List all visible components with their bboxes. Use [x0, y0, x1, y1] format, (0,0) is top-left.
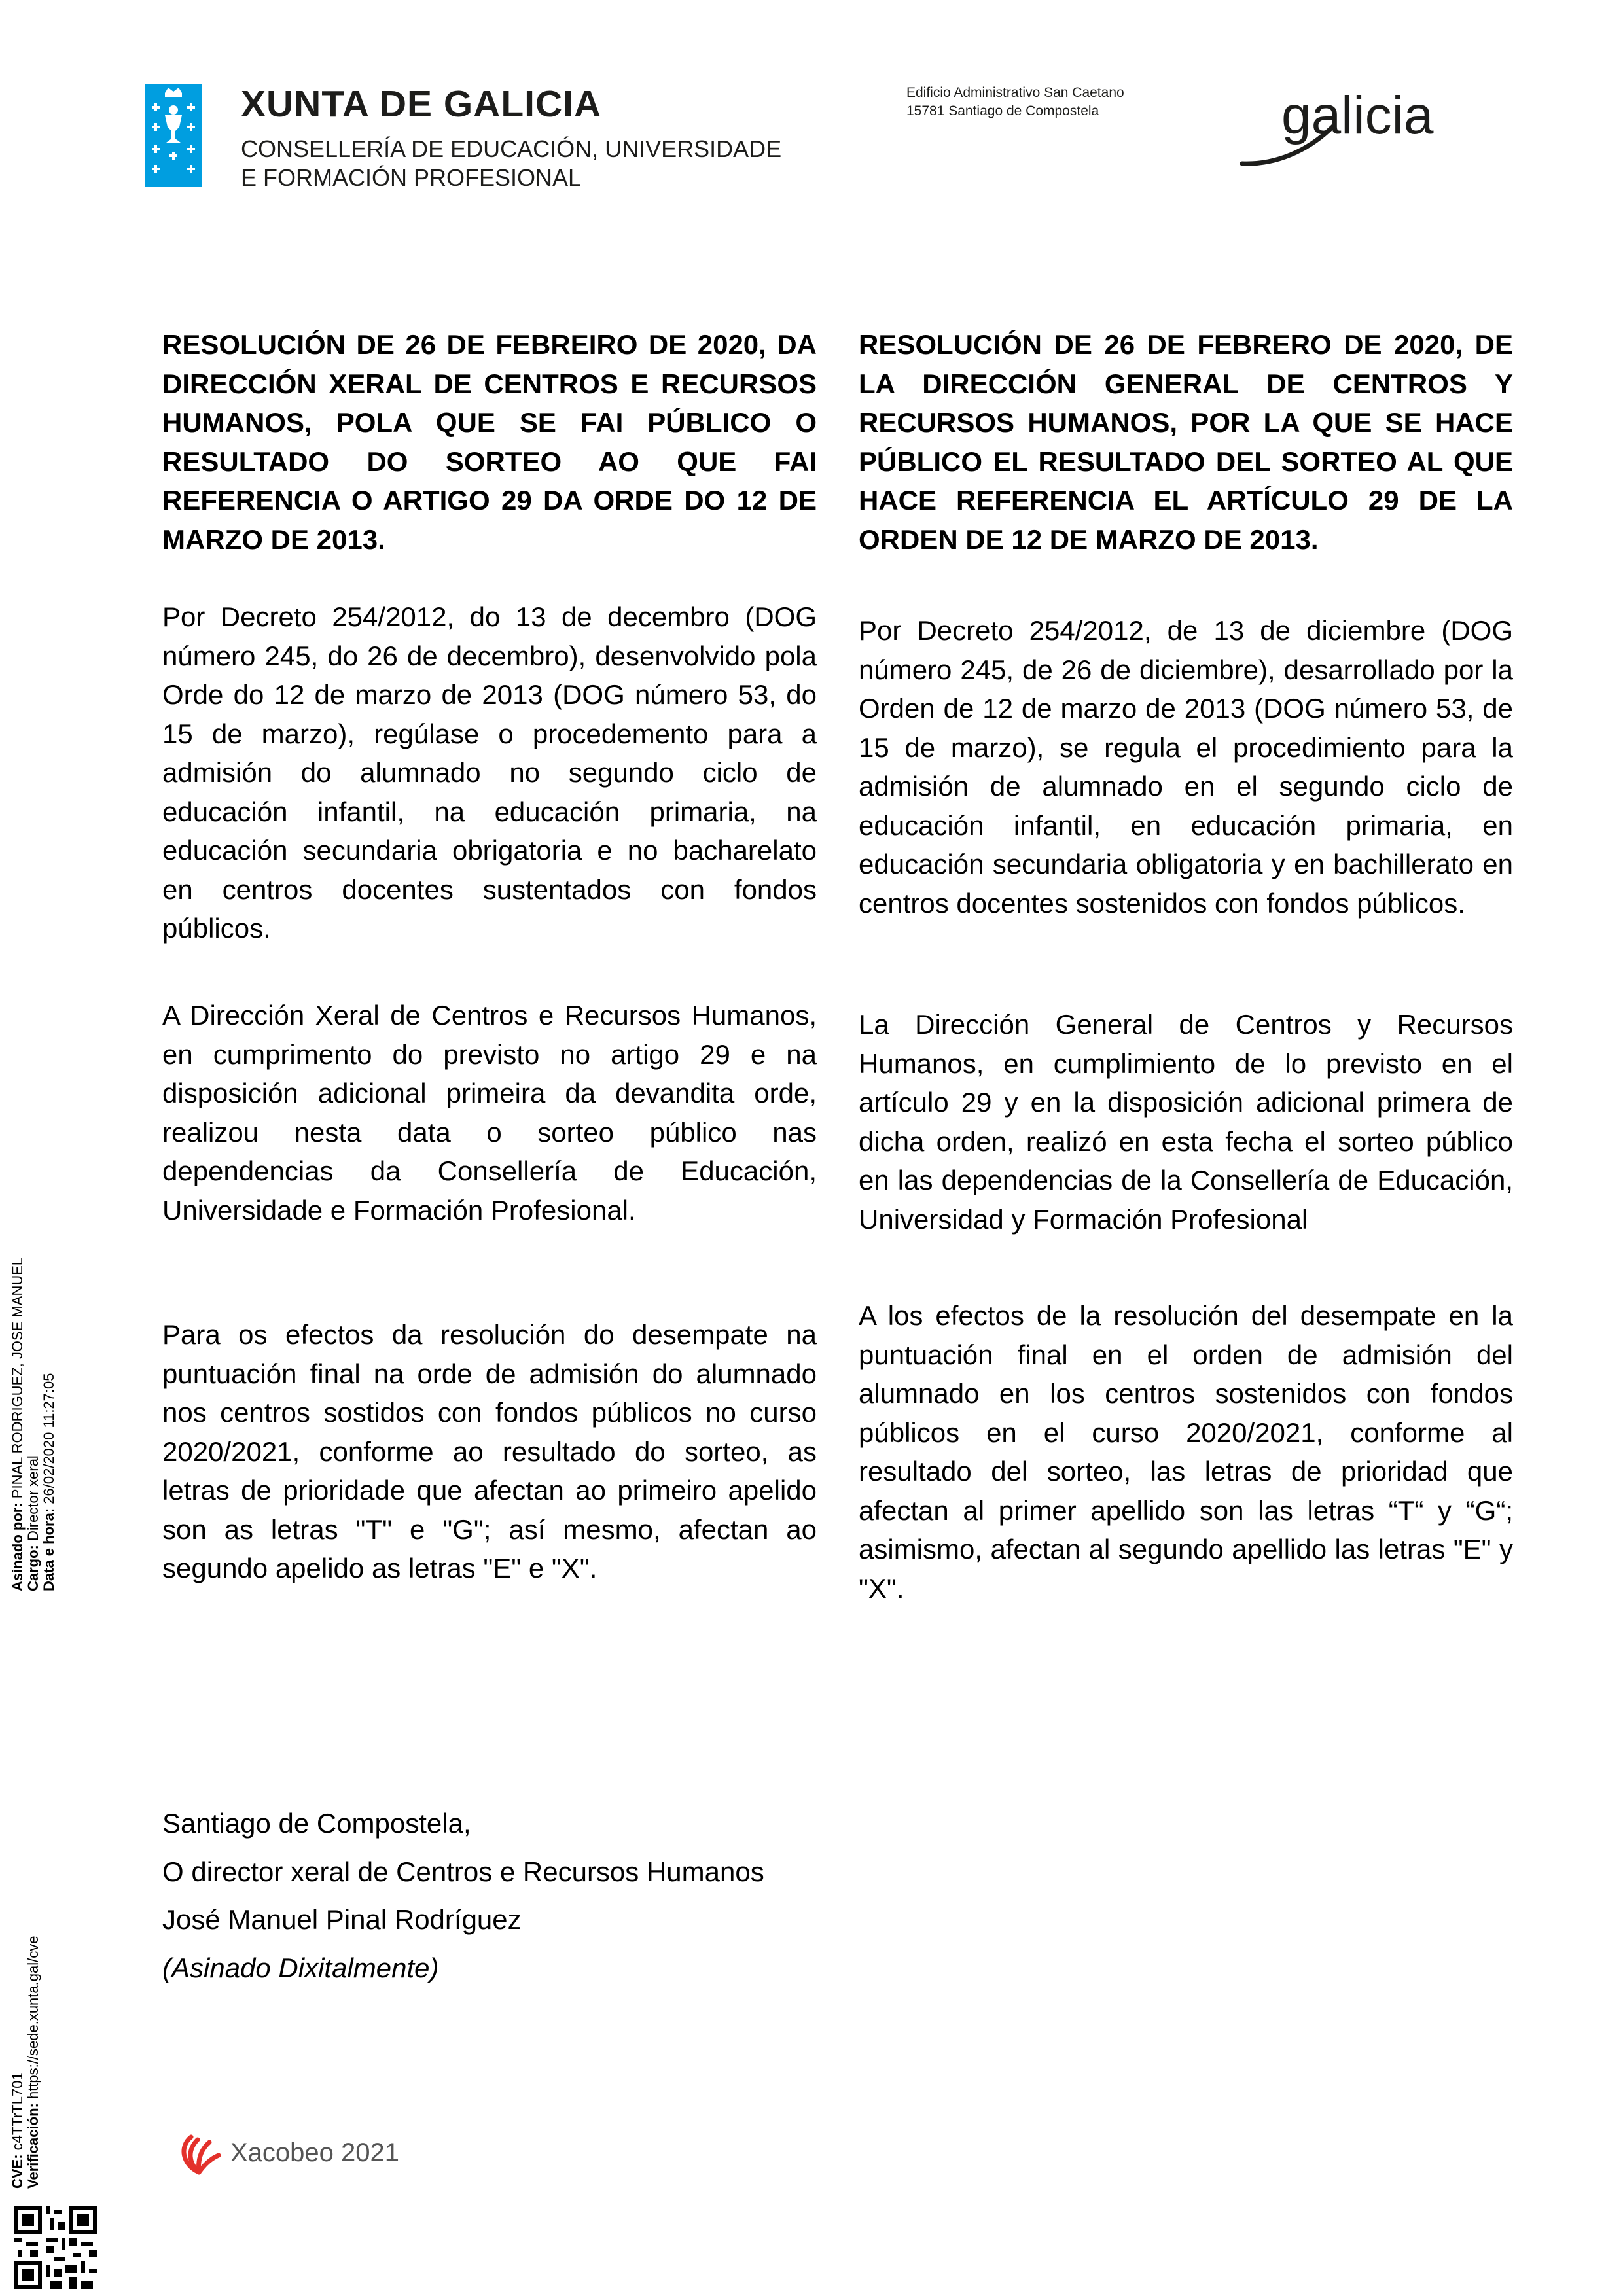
- stamp-verification-label: Verificación:: [25, 2103, 41, 2189]
- spanish-paragraph-2: La Dirección General de Centros y Recursos Humanos, en cumplimiento de lo previsto en el artículo 29 y en la disposición adicional primera de dicha orden, realizó en esta fecha el sorteo público en las dependencias de la Consellería de Educación, Universidad y Formación Profesional: [859, 1009, 1513, 1235]
- stamp-cve-label: CVE:: [9, 2154, 26, 2189]
- stamp-datetime-label: Data e hora:: [41, 1508, 57, 1591]
- signature-role: O director xeral de Centros e Recursos Humanos: [162, 1856, 764, 1887]
- department-name: [241, 135, 781, 192]
- signature-note: (Asinado Dixitalmente): [162, 1952, 439, 1983]
- xacobeo-logo-icon: [175, 2132, 223, 2178]
- department-line-2: E FORMACIÓN PROFESIONAL: [241, 164, 582, 191]
- stamp-verification[interactable]: [25, 1936, 42, 2189]
- department-line-1: CONSELLERÍA DE EDUCACIÓN, UNIVERSIDADE: [241, 135, 782, 162]
- spanish-paragraph-1: Por Decreto 254/2012, de 13 de diciembre (DOG número 245, de 26 de diciembre), desarrollado por la Orden de 12 de marzo de 2013 (DOG número 53, de 15 de marzo), se regula el procedimiento para la admisión de alumnado en el segundo ciclo de educación infantil, en educación primaria, en educación secundaria obligatoria y en bachillerato en centros docentes sostenidos con fondos públicos.: [859, 615, 1513, 919]
- galicia-logo-text: galicia: [1281, 86, 1434, 145]
- stamp-signed-by-value: PINAL RODRIGUEZ, JOSE MANUEL: [9, 1257, 26, 1499]
- stamp-position: [25, 1455, 42, 1591]
- galicia-brand-logo: [1236, 86, 1530, 171]
- stamp-signed-by-label: Asinado por:: [9, 1502, 26, 1591]
- address: [906, 84, 1124, 120]
- qr-code-icon[interactable]: [14, 2206, 97, 2289]
- spanish-column: [859, 325, 1513, 559]
- stamp-cve: [9, 2072, 26, 2189]
- galician-paragraph-3: Para os efectos da resolución do desempate na puntuación final na orde de admisión do alumnado nos centros sostidos con fondos públicos no curso 2020/2021, conforme ao resultado do sorteo, as letras de prioridade que afectan ao primeiro apelido son as letras "T" e "G"; así mesmo, afectan ao segundo apelido as letras "E" e "X".: [162, 1319, 817, 1583]
- stamp-position-value: Director xeral: [25, 1455, 41, 1541]
- galician-column: [162, 325, 817, 559]
- stamp-datetime: [41, 1373, 58, 1591]
- spanish-heading: RESOLUCIÓN DE 26 DE FEBRERO DE 2020, DE LA DIRECCIÓN GENERAL DE CENTROS Y RECURSOS HUMANOS, POR LA QUE SE HACE PÚBLICO EL RESULTADO DEL SORTEO AL QUE HACE REFERENCIA EL ARTÍCULO 29 DE LA ORDEN DE 12 DE MARZO DE 2013.: [859, 329, 1513, 555]
- stamp-datetime-value: 26/02/2020 11:27:05: [41, 1373, 57, 1504]
- address-line-2: 15781 Santiago de Compostela: [906, 103, 1099, 118]
- signature-name: José Manuel Pinal Rodríguez: [162, 1904, 522, 1935]
- stamp-signed-by: [9, 1258, 26, 1591]
- org-name: XUNTA DE GALICIA: [241, 83, 602, 125]
- signature-place: Santiago de Compostela,: [162, 1808, 471, 1839]
- xacobeo-label: Xacobeo 2021: [230, 2138, 400, 2167]
- galician-paragraph-1: Por Decreto 254/2012, do 13 de decembro (DOG número 245, do 26 de decembro), desenvolvido pola Orde do 12 de marzo de 2013 (DOG número 53, do 15 de marzo), regúlase o procedemento para a admisión do alumnado no segundo ciclo de educación infantil, na educación primaria, na educación secundaria obrigatoria e no bacharelato en centros docentes sustentados con fondos públicos.: [162, 601, 817, 944]
- xunta-shield-logo: [145, 84, 202, 187]
- stamp-cve-value: c4TTrTL701: [9, 2072, 26, 2151]
- spanish-paragraph-3: A los efectos de la resolución del desempate en la puntuación final en el orden de admisión del alumnado en los centros sostenidos con fondos públicos en el curso 2020/2021, conforme al resultado del sorteo, las letras de prioridad que afectan al primer apellido son las letras “T“ y “G“; asimismo, afectan al segundo apellido las letras "E" y "X".: [859, 1300, 1513, 1604]
- galician-paragraph-2: A Dirección Xeral de Centros e Recursos Humanos, en cumprimento do previsto no artigo 29 e na disposición adicional primeira da devandita orde, realizou nesta data o sorteo público nas dependencias da Consellería de Educación, Universidade e Formación Profesional.: [162, 1000, 817, 1226]
- stamp-position-label: Cargo:: [25, 1545, 41, 1591]
- stamp-verification-link[interactable]: https://sede.xunta.gal/cve: [25, 1935, 41, 2100]
- address-line-1: Edificio Administrativo San Caetano: [906, 85, 1124, 100]
- galician-heading: RESOLUCIÓN DE 26 DE FEBREIRO DE 2020, DA DIRECCIÓN XERAL DE CENTROS E RECURSOS HUMANOS, POLA QUE SE FAI PÚBLICO O RESULTADO DO SORTEO AO QUE FAI REFERENCIA O ARTIGO 29 DA ORDE DO 12 DE MARZO DE 2013.: [162, 329, 817, 555]
